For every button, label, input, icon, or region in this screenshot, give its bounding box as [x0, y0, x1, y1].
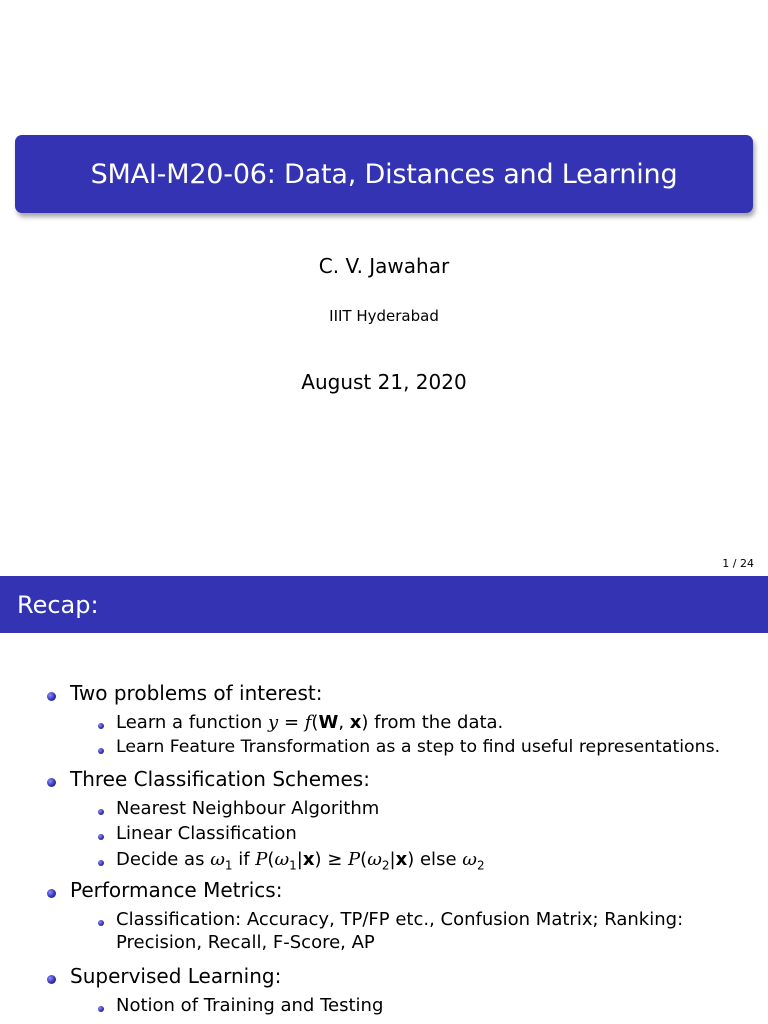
frame-title: Recap:: [17, 590, 99, 619]
sub-list-item: Decide as $\omega_1$ if $P(\omega_1|x) \ge P(\omega_2|x)$ else $\omega_2$: [116, 849, 485, 873]
sub-list-item: Notion of Training and Testing: [116, 995, 384, 1016]
sub-list-item: Nearest Neighbour Algorithm: [116, 798, 380, 819]
sub-list-item: Classification: Accuracy, TP/FP etc., Confusion Matrix; Ranking: Precision, Recall, F-Score, AP: [116, 909, 684, 953]
list-item: Three Classification Schemes:: [70, 767, 370, 791]
sub-bullet-icon: [98, 809, 104, 815]
bullet-icon: [47, 975, 56, 984]
sub-list-item: Learn a function y = f(W, x) from the data.: [116, 712, 504, 733]
institute: IIIT Hyderabad: [329, 307, 439, 325]
list-item: Two problems of interest:: [70, 681, 323, 705]
slide-title: SMAI-M20-06: Data, Distances and Learning: [90, 158, 678, 190]
bullet-icon: [47, 692, 56, 701]
author: C. V. Jawahar: [318, 254, 450, 278]
frame-title-bar: [0, 576, 768, 633]
date: August 21, 2020: [301, 370, 467, 394]
bullet-icon: [47, 778, 56, 787]
page-number: 1 / 24: [722, 557, 754, 570]
sub-bullet-icon: [98, 1006, 104, 1012]
sub-list-item: Linear Classification: [116, 823, 297, 844]
sub-bullet-icon: [98, 860, 104, 866]
sub-bullet-icon: [98, 723, 104, 729]
sub-bullet-icon: [98, 920, 104, 926]
list-item: Performance Metrics:: [70, 878, 283, 902]
sub-list-item: Learn Feature Transformation as a step to find useful representations.: [116, 737, 721, 757]
bullet-icon: [47, 889, 56, 898]
sub-bullet-icon: [98, 748, 104, 754]
title-banner: [15, 135, 753, 213]
sub-bullet-icon: [98, 834, 104, 840]
recap-slide: [0, 576, 768, 1024]
list-item: Supervised Learning:: [70, 964, 282, 988]
